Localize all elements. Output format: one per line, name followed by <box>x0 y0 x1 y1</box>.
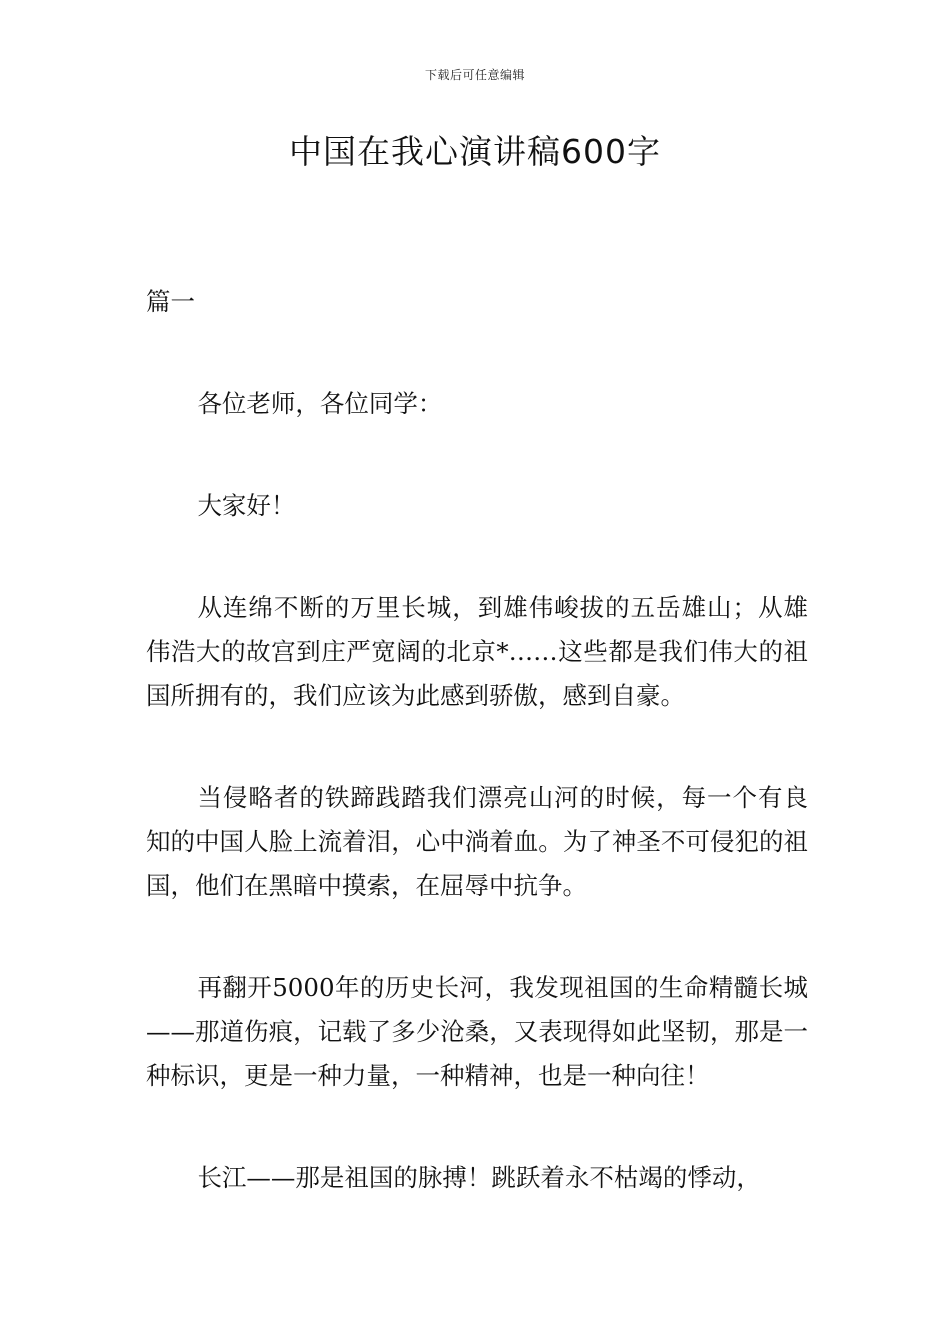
header-note: 下载后可任意编辑 <box>424 68 525 82</box>
paragraph-greeting: 各位老师，各位同学： <box>197 389 443 418</box>
paragraph-landmarks: 从连绵不断的万里长城，到雄伟峻拔的五岳雄山；从雄伟浩大的故宫到庄严宽阔的北京*……这些都是我们伟大的祖国所拥有的，我们应该为此感到骄傲，感到自豪。 <box>146 593 808 710</box>
paragraph-history: 再翻开5000年的历史长河，我发现祖国的生命精髓长城——那道伤痕，记载了多少沧桑，又表现得如此坚韧，那是一种标识，更是一种力量，一种精神，也是一种向往！ <box>146 973 808 1090</box>
section-label: 篇一 <box>146 287 195 316</box>
paragraph-invasion: 当侵略者的铁蹄践踏我们漂亮山河的时候，每一个有良知的中国人脸上流着泪，心中淌着血。为了神圣不可侵犯的祖国，他们在黑暗中摸索，在屈辱中抗争。 <box>146 783 808 900</box>
document-body <box>146 280 808 1258</box>
paragraph-yangtze: 长江——那是祖国的脉搏！跳跃着永不枯竭的悸动， <box>197 1163 761 1192</box>
document-title: 中国在我心演讲稿600字 <box>289 132 661 171</box>
paragraph-hello: 大家好！ <box>197 491 296 520</box>
